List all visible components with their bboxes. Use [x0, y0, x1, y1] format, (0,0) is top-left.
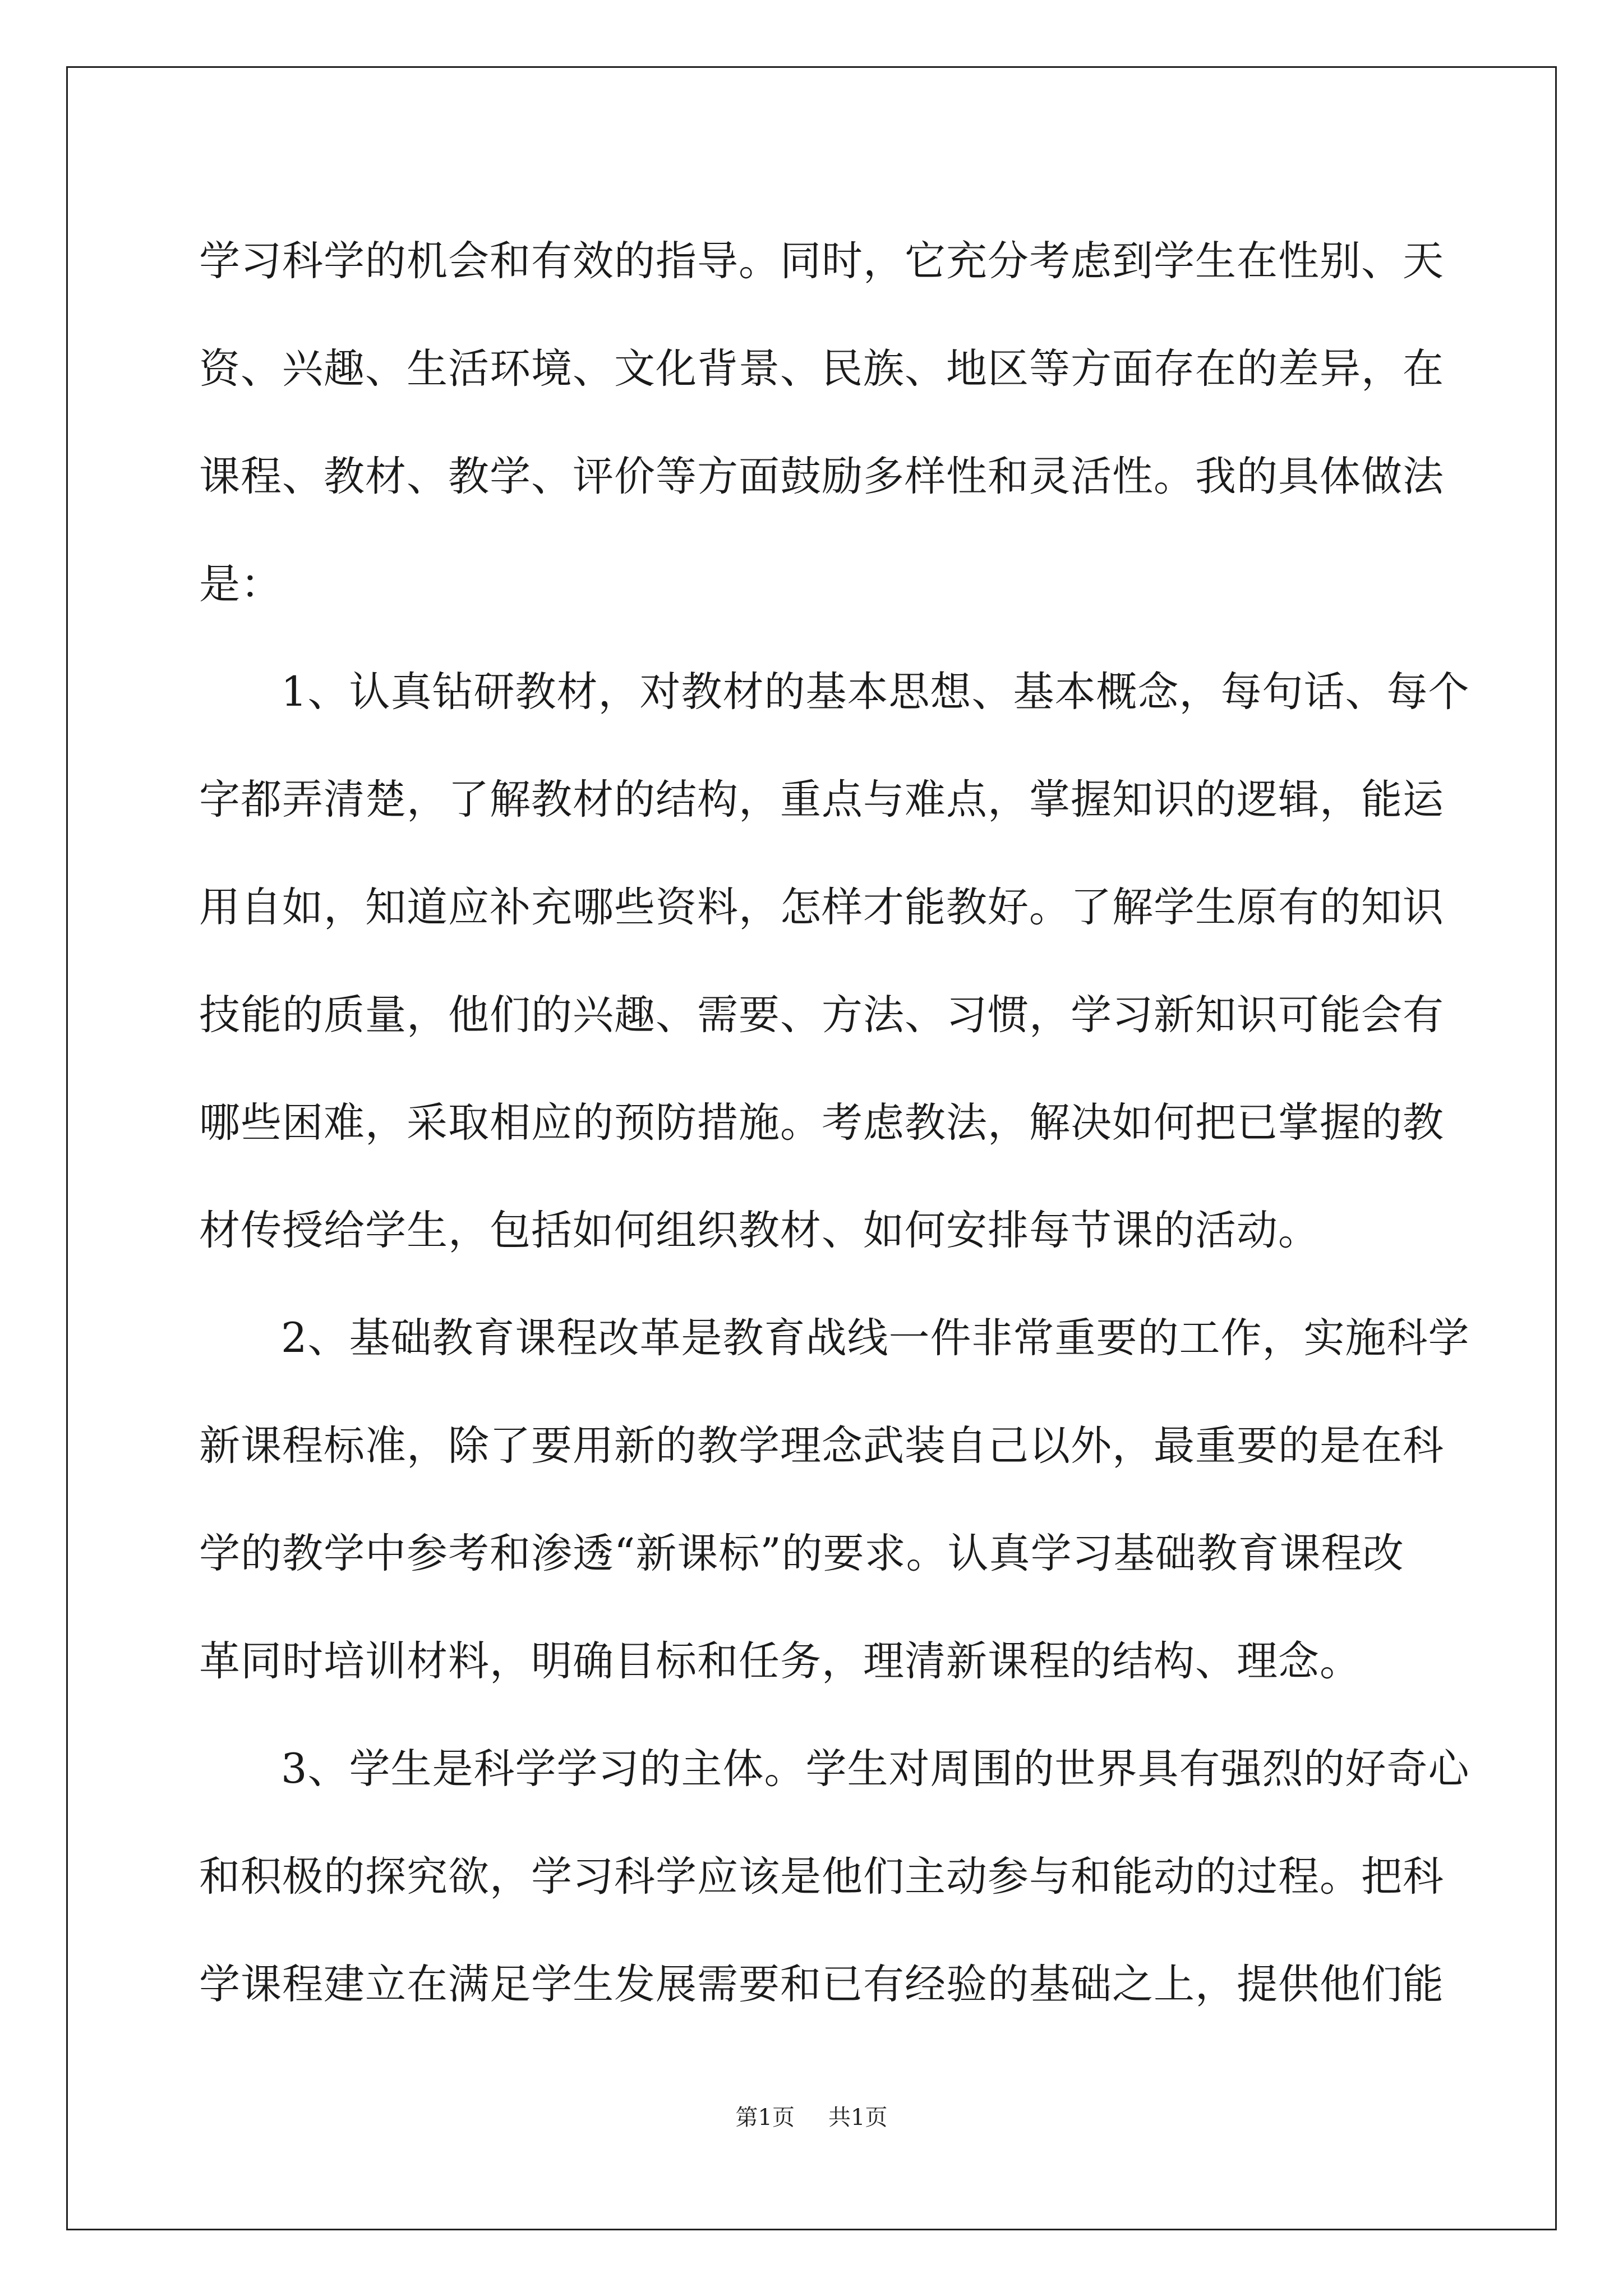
text-line: 和积极的探究欲，学习科学应该是他们主动参与和能动的过程。把科: [199, 1853, 1444, 1901]
text-line: 字都弄清楚，了解教材的结构，重点与难点，掌握知识的逻辑，能运: [199, 776, 1444, 823]
text-line-paragraph-start: 3、学生是科学学习的主体。学生对周围的世界具有强烈的好奇心: [281, 1745, 1470, 1793]
text-line: 学习科学的机会和有效的指导。同时，它充分考虑到学生在性别、天: [199, 237, 1444, 285]
text-line: 材传授给学生，包括如何组织教材、如何安排每节课的活动。: [199, 1207, 1320, 1254]
page-number-current: 第1页: [735, 2105, 795, 2131]
text-line: 新课程标准，除了要用新的教学理念武装自己以外，最重要的是在科: [199, 1422, 1444, 1470]
text-line: 资、兴趣、生活环境、文化背景、民族、地区等方面存在的差异，在: [199, 345, 1444, 393]
text-line: 学课程建立在满足学生发展需要和已有经验的基础之上，提供他们能: [199, 1961, 1444, 2008]
document-body: [199, 208, 1470, 2039]
text-line: 革同时培训材料，明确目标和任务，理清新课程的结构、理念。: [199, 1637, 1361, 1685]
text-line: 哪些困难，采取相应的预防措施。考虑教法，解决如何把已掌握的教: [199, 1099, 1444, 1147]
text-line: 是：: [199, 560, 282, 608]
page-number-total: 共1页: [828, 2105, 888, 2131]
text-line: 用自如，知道应补充哪些资料，怎样才能教好。了解学生原有的知识: [199, 884, 1444, 931]
page-footer: [0, 2101, 1623, 2134]
text-line-paragraph-start: 1、认真钻研教材，对教材的基本思想、基本概念，每句话、每个: [281, 668, 1470, 716]
text-line: 课程、教材、教学、评价等方面鼓励多样性和灵活性。我的具体做法: [199, 453, 1444, 500]
text-line: 技能的质量，他们的兴趣、需要、方法、习惯，学习新知识可能会有: [199, 991, 1444, 1039]
text-line-paragraph-start: 2、基础教育课程改革是教育战线一件非常重要的工作，实施科学: [281, 1314, 1470, 1362]
text-line: 学的教学中参考和渗透“新课标”的要求。认真学习基础教育课程改: [199, 1530, 1404, 1577]
